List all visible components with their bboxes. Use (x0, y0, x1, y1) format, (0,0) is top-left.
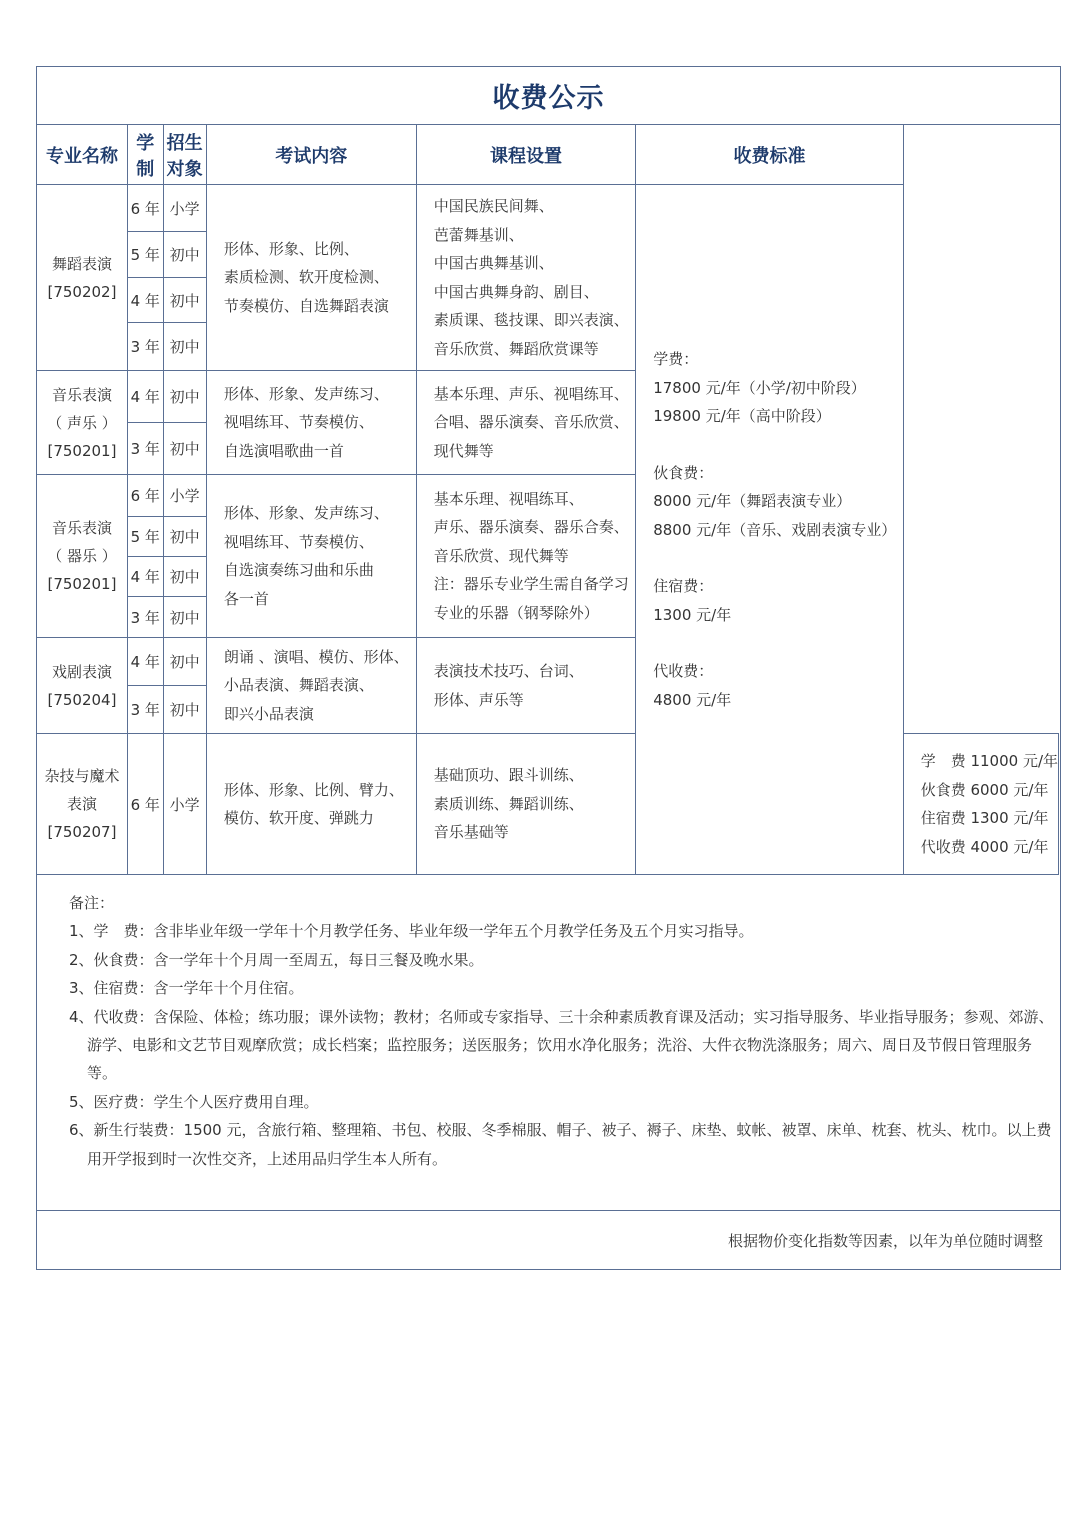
courses-cell: 表演技术技巧、台词、 形体、声乐等 (416, 638, 635, 734)
exam-cell: 形体、形象、发声练习、 视唱练耳、节奏模仿、 自选演奏练习曲和乐曲 各一首 (206, 475, 416, 638)
duration-cell: 4 年 (127, 557, 163, 597)
table-row (37, 638, 1059, 686)
duration-cell: 3 年 (127, 686, 163, 734)
fee-notice-frame (36, 66, 1061, 1270)
major-name-cell: 杂技与魔术表演 [750207] (37, 734, 128, 875)
target-cell: 初中 (163, 557, 206, 597)
exam-cell: 形体、形象、比例、臂力、 模仿、软开度、弹跳力 (206, 734, 416, 875)
header-courses: 课程设置 (416, 125, 635, 185)
courses-cell: 基本乐理、视唱练耳、 声乐、器乐演奏、器乐合奏、 音乐欣赏、现代舞等 注：器乐专业学生需自备学习 专业的乐器（钢琴除外） (416, 475, 635, 638)
duration-cell: 3 年 (127, 323, 163, 371)
table-row (37, 734, 1059, 875)
major-name-cell: 音乐表演 （ 声乐 ） [750201] (37, 371, 128, 475)
fee-table (36, 124, 1059, 875)
note-item: 4、代收费：含保险、体检；练功服；课外读物；教材；名师或专家指导、三十余种素质教育课及活动；实习指导服务、毕业指导服务；参观、郊游、游学、电影和文艺节目观摩欣赏；成长档案；监控服务；送医服务；饮用水净化服务；洗浴、大件衣物洗涤服务；周六、周日及节假日管理服务等。 (69, 1007, 1054, 1083)
note-item: 2、伙食费：含一学年十个月周一至周五，每日三餐及晚水果。 (69, 950, 484, 969)
courses-cell: 基础顶功、跟斗训练、 素质训练、舞蹈训练、 音乐基础等 (416, 734, 635, 875)
target-cell: 小学 (163, 734, 206, 875)
notes-section (69, 889, 1059, 1173)
duration-cell: 6 年 (127, 475, 163, 517)
note-item: 1、学 费：含非毕业年级一学年十个月教学任务、毕业年级一学年五个月教学任务及五个月实习指导。 (69, 922, 754, 941)
table-row (37, 371, 1059, 423)
table-header-row (37, 125, 1059, 185)
duration-cell: 6 年 (127, 185, 163, 232)
duration-cell: 4 年 (127, 278, 163, 323)
footer-divider (37, 1210, 1060, 1211)
major-name-cell: 音乐表演 （ 器乐 ） [750201] (37, 475, 128, 638)
exam-cell: 朗诵 、演唱、模仿、形体、 小品表演、舞蹈表演、 即兴小品表演 (206, 638, 416, 734)
courses-cell: 中国民族民间舞、 芭蕾舞基训、 中国古典舞基训、 中国古典舞身韵、剧目、 素质课、毯技课、即兴表演、 音乐欣赏、舞蹈欣赏课等 (416, 185, 635, 371)
notes-title: 备注： (69, 894, 115, 912)
target-cell: 初中 (163, 323, 206, 371)
duration-cell: 5 年 (127, 232, 163, 278)
target-cell: 小学 (163, 185, 206, 232)
header-target: 招生对象 (163, 125, 206, 185)
footer-note: 根据物价变化指数等因素，以年为单位随时调整 (727, 1232, 1043, 1250)
header-exam: 考试内容 (206, 125, 416, 185)
note-item: 5、医疗费：学生个人医疗费用自理。 (69, 1092, 319, 1111)
duration-cell: 3 年 (127, 597, 163, 638)
exam-cell: 形体、形象、发声练习、 视唱练耳、节奏模仿、 自选演唱歌曲一首 (206, 371, 416, 475)
target-cell: 初中 (163, 638, 206, 686)
exam-cell: 形体、形象、比例、 素质检测、软开度检测、 节奏模仿、自选舞蹈表演 (206, 185, 416, 371)
target-cell: 初中 (163, 278, 206, 323)
duration-cell: 5 年 (127, 517, 163, 557)
note-item: 6、新生行装费：1500 元，含旅行箱、整理箱、书包、校服、冬季棉服、帽子、被子、褥子、床垫、蚊帐、被罩、床单、枕套、枕头、枕巾。以上费用开学报到时一次性交齐，上述用品归学生本人所有。 (69, 1121, 1052, 1168)
table-row (37, 185, 1059, 232)
page-title: 收费公示 (37, 67, 1060, 125)
table-row (37, 475, 1059, 517)
major-name-cell: 舞蹈表演 [750202] (37, 185, 128, 371)
header-fees: 收费标准 (636, 125, 903, 185)
header-major: 专业名称 (37, 125, 128, 185)
duration-cell: 4 年 (127, 371, 163, 423)
target-cell: 小学 (163, 475, 206, 517)
target-cell: 初中 (163, 517, 206, 557)
header-duration: 学制 (127, 125, 163, 185)
duration-cell: 6 年 (127, 734, 163, 875)
duration-cell: 4 年 (127, 638, 163, 686)
major-name-cell: 戏剧表演 [750204] (37, 638, 128, 734)
target-cell: 初中 (163, 597, 206, 638)
target-cell: 初中 (163, 371, 206, 423)
duration-cell: 3 年 (127, 423, 163, 475)
note-item: 3、住宿费：含一学年十个月住宿。 (69, 979, 304, 998)
target-cell: 初中 (163, 232, 206, 278)
target-cell: 初中 (163, 686, 206, 734)
fees-standard-cell: 学费： 17800 元/年（小学/初中阶段） 19800 元/年（高中阶段） 伙食费： 8000 元/年（舞蹈表演专业） 8800 元/年（音乐、戏剧表演专业） 住宿费： 1300 元/年 代收费： 4800 元/年 (636, 185, 903, 875)
target-cell: 初中 (163, 423, 206, 475)
acrobat-fees-cell: 学 费 11000 元/年 伙食费 6000 元/年 住宿费 1300 元/年 代收费 4000 元/年 (903, 734, 1058, 875)
courses-cell: 基本乐理、声乐、视唱练耳、 合唱、器乐演奏、音乐欣赏、 现代舞等 (416, 371, 635, 475)
